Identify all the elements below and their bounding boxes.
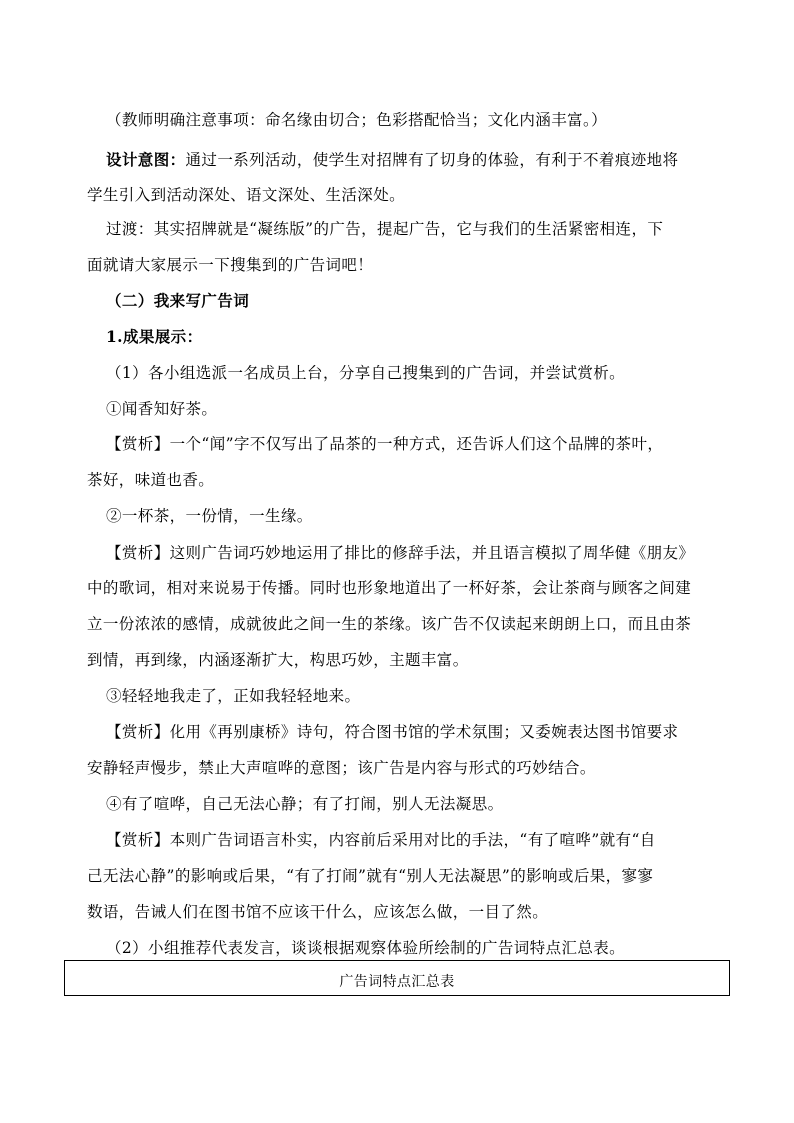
analysis-4-continuation-1: 己无法心静”的影响或后果，“有了打闹”就有“别人无法凝思”的影响或后果，寥寥 bbox=[87, 867, 654, 885]
design-intent-line bbox=[106, 150, 678, 170]
analysis-1-continuation: 茶好，味道也香。 bbox=[87, 471, 215, 489]
analysis-1: 【赏析】一个“闻”字不仅写出了品茶的一种方式，还告诉人们这个品牌的茶叶， bbox=[106, 435, 664, 453]
ad-slogan-2: ②一杯茶，一份情，一生缘。 bbox=[106, 507, 313, 525]
design-intent-label: 设计意图： bbox=[106, 150, 186, 169]
analysis-2-continuation-1: 中的歌词，相对来说易于传播。同时也形象地道出了一杯好茶，会让茶商与顾客之间建 bbox=[87, 579, 692, 597]
teacher-note: （教师明确注意事项：命名缘由切合；色彩搭配恰当；文化内涵丰富。） bbox=[106, 111, 608, 129]
subsection-heading: 1.成果展示： bbox=[106, 327, 203, 346]
analysis-2-continuation-2: 立一份浓浓的感情，成就彼此之间一生的茶缘。该广告不仅读起来朗朗上口，而且由茶 bbox=[87, 615, 692, 633]
ad-slogan-1: ①闻香知好茶。 bbox=[106, 400, 218, 418]
design-intent-text: 通过一系列活动，使学生对招牌有了切身的体验，有利于不着痕迹地将 bbox=[185, 151, 679, 169]
ad-slogan-3: ③轻轻地我走了，正如我轻轻地来。 bbox=[106, 687, 361, 705]
transition-paragraph: 过渡：其实招牌就是“凝练版”的广告，提起广告，它与我们的生活紧密相连，下 bbox=[106, 220, 664, 238]
group-presentation-instruction: （2）小组推荐代表发言，谈谈根据观察体验所绘制的广告词特点汇总表。 bbox=[106, 939, 626, 957]
analysis-2-continuation-3: 到情，再到缘，内涵逐渐扩大，构思巧妙，主题丰富。 bbox=[87, 651, 469, 669]
transition-continuation: 面就请大家展示一下搜集到的广告词吧！ bbox=[87, 256, 374, 274]
summary-table bbox=[64, 960, 730, 996]
activity-instruction: （1）各小组选派一名成员上台，分享自己搜集到的广告词，并尝试赏析。 bbox=[106, 364, 626, 382]
analysis-4-continuation-2: 数语，告诫人们在图书馆不应该干什么，应该怎么做，一目了然。 bbox=[87, 903, 549, 921]
analysis-3: 【赏析】化用《再别康桥》诗句，符合图书馆的学术氛围；又委婉表达图书馆要求 bbox=[106, 723, 679, 741]
ad-slogan-4: ④有了喧哗，自己无法心静；有了打闹，别人无法凝思。 bbox=[106, 795, 504, 813]
analysis-2: 【赏析】这则广告词巧妙地运用了排比的修辞手法，并且语言模拟了周华健《朋友》 bbox=[106, 544, 695, 562]
analysis-3-continuation: 安静轻声慢步，禁止大声喧哗的意图；该广告是内容与形式的巧妙结合。 bbox=[87, 759, 596, 777]
design-intent-continuation: 学生引入到活动深处、语文深处、生活深处。 bbox=[87, 186, 406, 204]
analysis-4: 【赏析】本则广告词语言朴实，内容前后采用对比的手法，“有了喧哗”就有“自 bbox=[106, 831, 656, 849]
section-heading: （二）我来写广告词 bbox=[106, 291, 250, 310]
summary-table-title: 广告词特点汇总表 bbox=[339, 974, 455, 990]
